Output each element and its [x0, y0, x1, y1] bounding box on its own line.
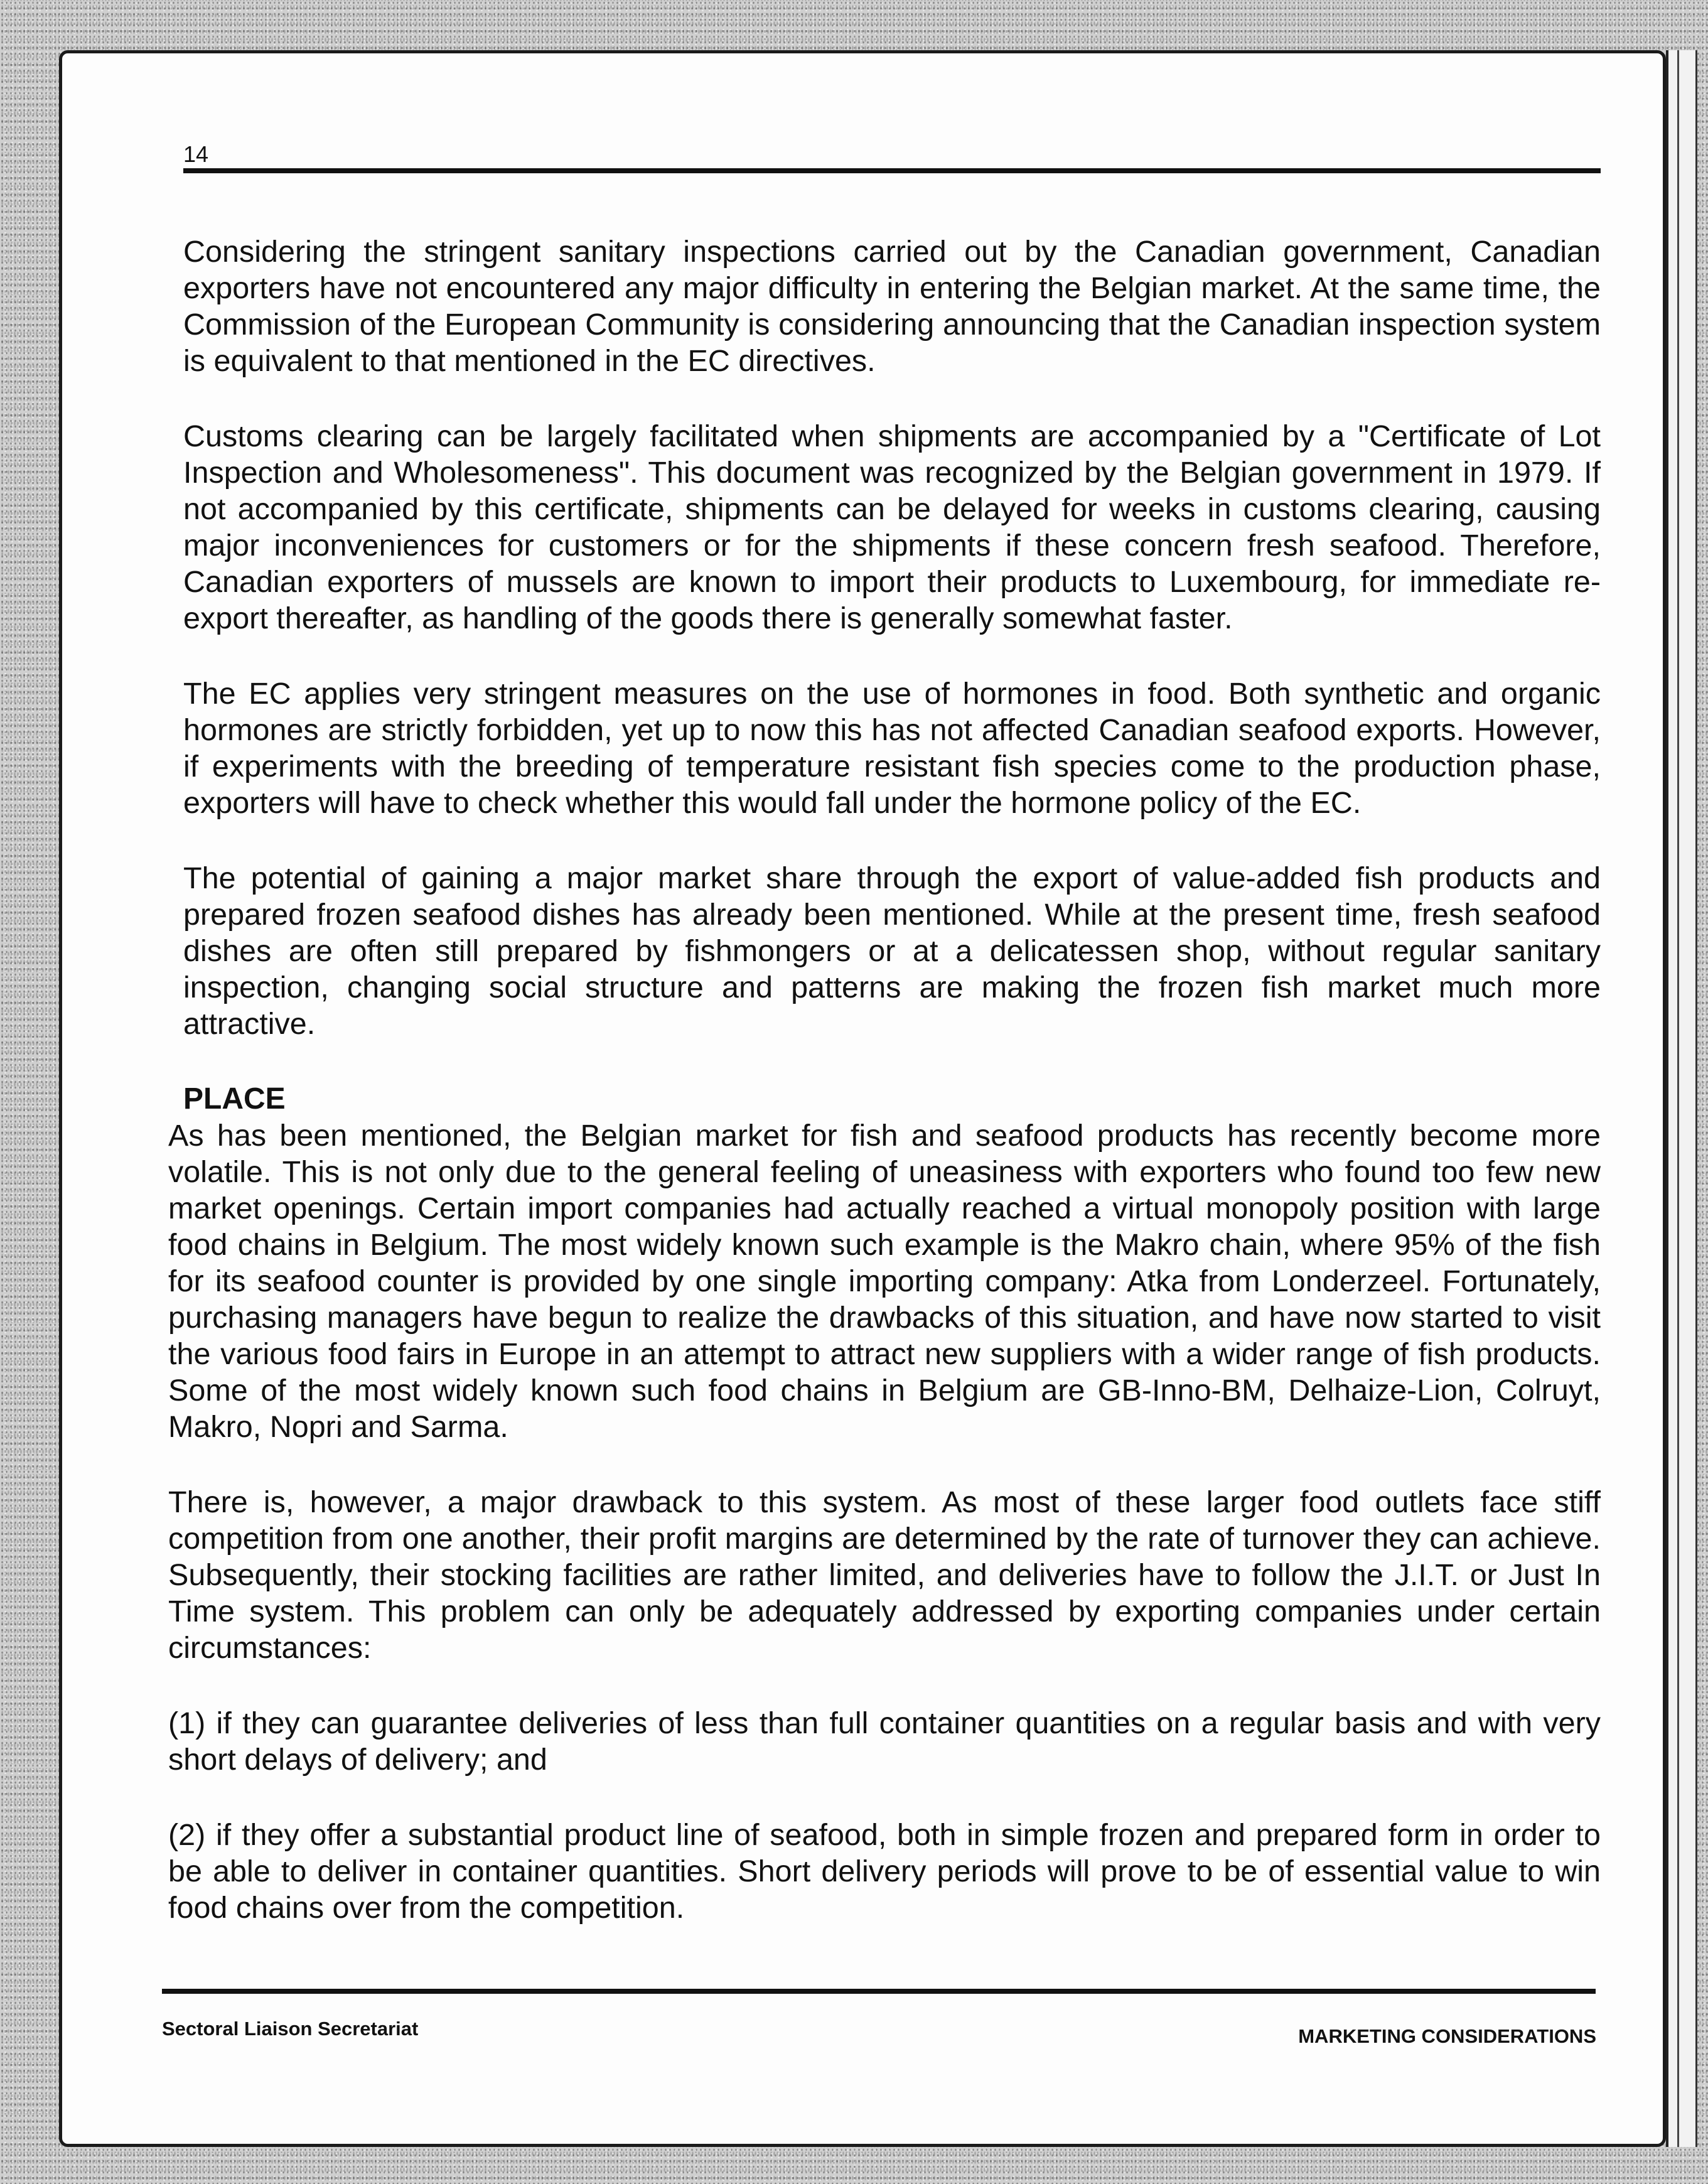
paragraph-condition-2: (2) if they offer a substantial product line of seafood, both in simple frozen and prepared form in order to be able to deliver in container quantities. Short delivery periods will prove to be of essential value to win food chains over from the competition.: [168, 1818, 1601, 1925]
header-rule: [183, 168, 1601, 173]
place-section: [168, 1081, 1601, 1926]
footer-rule: [162, 1989, 1596, 1994]
paragraph-value-added: The potential of gaining a major market share through the export of value-added fish products and prepared frozen seafood dishes has already been mentioned. While at the present time, fresh seafood dishes are often still prepared by fishmongers or at a delicatessen shop, without regular sanitary inspection, changing social structure and patterns are making the frozen fish market much more attractive.: [183, 861, 1601, 1041]
page-binding-edge: [1666, 50, 1697, 2147]
document-body: [168, 234, 1601, 1965]
page-number: 14: [183, 141, 209, 167]
paragraph-hormones: The EC applies very stringent measures on the use of hormones in food. Both synthetic and organic hormones are strictly forbidden, yet up to now this has not affected Canadian seafood exports. However, if experiments with the breeding of temperature resistant fish species come to the production phase, exporters will have to check whether this would fall under the hormone policy of the EC.: [183, 677, 1601, 820]
paragraph-inspection: Considering the stringent sanitary inspections carried out by the Canadian government, Canadian exporters have not encountered any major difficulty in entering the Belgian market. At the same time, the Commission of the European Community is considering announcing that the Canadian inspection system is equivalent to that mentioned in the EC directives.: [183, 235, 1601, 378]
paragraph-customs: Customs clearing can be largely facilitated when shipments are accompanied by a "Certificate of Lot Inspection and Wholesomeness". This document was recognized by the Belgian government in 1979. If not accompanied by this certificate, shipments can be delayed for weeks in customs clearing, causing major inconveniences for customers or for the shipments if these concern fresh seafood. Therefore, Canadian exporters of mussels are known to import their products to Luxembourg, for immediate re-export thereafter, as handling of the goods there is generally somewhat faster.: [183, 419, 1601, 635]
footer-section-title: MARKETING CONSIDERATIONS: [1298, 2025, 1596, 2047]
footer-organization: Sectoral Liaison Secretariat: [162, 2018, 419, 2040]
section-heading-place: PLACE: [183, 1082, 286, 1116]
paragraph-condition-1: (1) if they can guarantee deliveries of less than full container quantities on a regular basis and with very short delays of delivery; and: [168, 1706, 1601, 1777]
paragraph-drawback: There is, however, a major drawback to this system. As most of these larger food outlets face stiff competition from one another, their profit margins are determined by the rate of turnover they can achieve. Subsequently, their stocking facilities are rather limited, and deliveries have to follow the J.I.T. or Just In Time system. This problem can only be adequately addressed by exporting companies under certain circumstances:: [168, 1485, 1601, 1665]
paragraph-belgian-market: As has been mentioned, the Belgian market for fish and seafood products has recently become more volatile. This is not only due to the general feeling of uneasiness with exporters who found too few new market openings. Certain import companies had actually reached a virtual monopoly position with large food chains in Belgium. The most widely known such example is the Makro chain, where 95% of the fish for its seafood counter is provided by one single importing company: Atka from Londerzeel. Fortunately, purchasing managers have begun to realize the drawbacks of this situation, and have now started to visit the various food fairs in Europe in an attempt to attract new suppliers with a wider range of fish products. Some of the most widely known such food chains in Belgium are GB-Inno-BM, Delhaize-Lion, Colruyt, Makro, Nopri and Sarma.: [168, 1119, 1601, 1444]
